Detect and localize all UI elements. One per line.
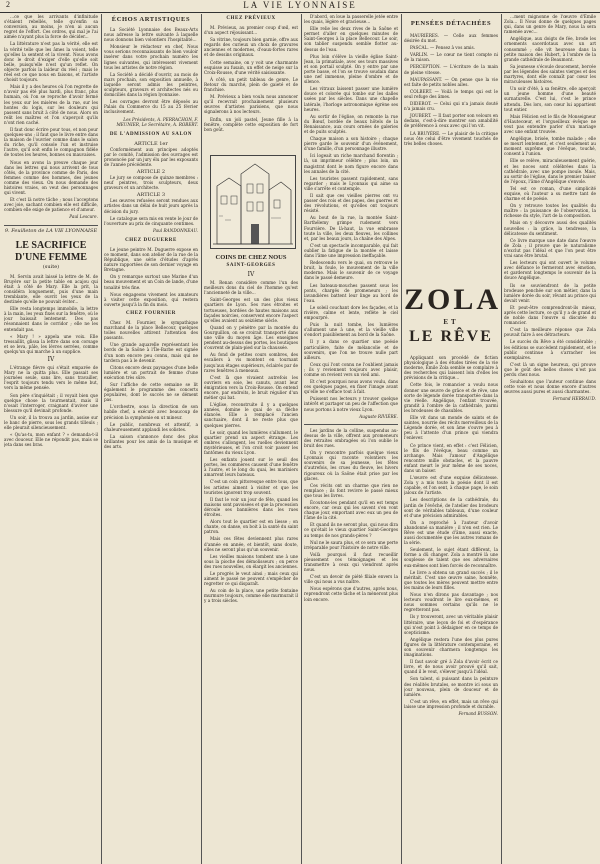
coins-title: COINS DE CHEZ NOUS — [215, 254, 287, 261]
chapter-number: IV — [47, 355, 55, 363]
salon-title: DE L'ADMISSION AU SALON — [109, 131, 193, 137]
previeux-title: CHEZ PRÉVIEUX — [226, 16, 276, 21]
col4-signature: Auguste RIVIÈRE. — [359, 413, 398, 419]
col6-body: …ment mignonne de l'œuvre d'Émile Zola... Il Nous donne de quelques pages qui, dans un genre de Mary, nous la sera ramenée avec... — [504, 14, 596, 35]
street-drawing-icon — [211, 156, 295, 248]
feuilleton-label: 9. Feuilleton de LA VIE LYONNAISE — [4, 227, 98, 234]
publication-title: LA VIE LYONNAISE — [243, 0, 357, 10]
zola-subheadline: LE RÊVE — [409, 328, 493, 345]
column-rule — [201, 14, 202, 864]
col1-signature: Paul Lescure. — [69, 214, 98, 220]
zola-body: Appliquant son procédé de fiction physiologique à des études tirées de la vie moderne, Émile Zola semble se complaire à des recherches qui laissent loin d'elles les prévisions de la critique... — [404, 355, 498, 381]
col6-signature: Fernand HERRAUD. — [552, 396, 596, 402]
coins-subtitle: SAINT-GEORGES — [226, 263, 276, 268]
echos-body: La Société Lyonnaise des Beaux-Arts nous adresse la lettre suivante à laquelle nous donnons bien volontiers l'hospitalité... — [104, 27, 198, 43]
column-rule — [501, 14, 502, 864]
echos-title: ÉCHOS ARTISTIQUES — [111, 16, 191, 23]
story-title: LE SACRIFICE D'UNE FEMME — [15, 239, 87, 263]
fournier-title: CHEZ FOURNIER — [126, 310, 176, 316]
coins-section: COINS DE CHEZ NOUS SAINT-GEORGES IV M. Renan considère comme l'un des meilleurs dons du ciel de l'homme qu'est l'ancienneté de la ville... Saint-Georges est un des plus vieux quartiers de Lyon. Ses rues étroites et tortueuses, bordées de hautes maisons aux façades noircies, conservent encore l'aspect qu'elles avaient au seizième siècle. Quand on y pénètre par la montée du Gourguillon, on se croirait transporté dans une ville du moyen âge. Les enseignes pendent au-dessus des portes, les boutiques s'ouvrent de plain-pied sur la chaussée. Au fond de petites cours sombres, des escaliers à vis montent en tournant jusqu'aux étages supérieurs, éclairés par de rares fenêtres à meneaux. C'est là que vivaient autrefois les ouvriers en soie, les canuts, avant leur émigration vers la Croix-Rousse. On entend encore, par endroits, le bruit régulier d'un métier qui bat. L'église, reconstruite il y a quelques années, domine le quai de sa flèche élancée. Elle a remplacé l'ancien sanctuaire, dont il ne reste plus que quelques pierres. Le soir, quand les lumières s'allument, le quartier prend un aspect étrange. Les ombres s'allongent, les ruelles deviennent mystérieuses, et l'on croit voir passer les fantômes du vieux Lyon. Les enfants jouent sur le seuil des portes, les commères causent d'une fenêtre à l'autre, et le long du quai, les mariniers amarrent leurs bateaux. C'est un coin pittoresque entre tous, que les artistes aiment à visiter et que les touristes ignorent trop souvent. Il faut le voir un jour de fête, quand les maisons sont pavoisées et que la procession déroule ses bannières dans les rues étroites. Alors tout le quartier est en liesse ; on chante, on danse, on boit à la santé du saint patron. Mais ces fêtes deviennent plus rares d'année en année, et bientôt, sans doute, elles ne seront plus qu'un souvenir. Les vieilles maisons tombent une à une sous la pioche des démolisseurs ; on perce des rues nouvelles, on élargit les anciennes. Le progrès le veut ainsi ; mais ceux qui aiment le passé ne peuvent s'empêcher de regretter ce qui disparaît. Au coin de la place, une petite fontaine murmure toujours, comme elle murmurait il y a trois siècles. — [204, 254, 298, 604]
column-rule — [101, 14, 102, 864]
story-body: M. Servin avait laissé la lettre de M. de Bruyère sur la petite table en acajou qui était à côté de Mary. Elle la prit, la considéra longuement, puis d'une main tremblante, elle ouvrit les yeux de la destinée qu'elle ne pouvait éviter... — [4, 273, 98, 305]
zola-headline: ZOLA — [404, 283, 502, 316]
page-header — [0, 0, 600, 13]
zola-signature: Fernand BUSSON. — [458, 711, 498, 716]
zola-article: Appliquant son procédé de fiction physiologique à des études tirées de la vie moderne, Émile Zola semble se complaire à des recherches qui laissent loin d'elles les prévisions de la critique... Cette fois, le romancier a voulu nous donner une œuvre de grâce et de rêve, une sorte de légende dorée transportée dans la vie réelle. Angélique, l'enfant trouvée, grandit à l'ombre de la cathédrale, parmi les brodeuses de chasubles. Elle vit dans un monde de saints et de saintes, nourrie des récits merveilleux de la Légende dorée, et son âme s'ouvre peu à peu à l'attente d'un prince qui viendra l'enlever. Ce prince vient, en effet : c'est Félicien, le fils de l'évêque, beau comme un archange. Mais l'amour d'Angélique rencontre mille obstacles, et la pauvre enfant meurt le jour même de ses noces, dans un baiser. L'œuvre est d'une exquise délicatesse. Zola y a mis toute la poésie dont il est capable, et l'on sent, à chaque page, le soin jaloux de l'artiste. Les descriptions de la cathédrale, du jardin de l'évêché, de l'atelier des brodeurs sont de véritables tableaux, d'une couleur et d'une précision admirables. On a reproché à l'auteur d'avoir abandonné sa manière ; il n'en est rien. Le Rêve est une étude d'âme, aussi exacte, aussi documentée que les autres romans de la série. Seulement, le sujet étant différent, la forme a dû changer. Zola a montré là une souplesse de talent que ses adversaires eux-mêmes sont bien forcés de reconnaître. Le livre a obtenu un grand succès ; il le méritait. C'est une œuvre saine, honnête, que toutes les mères peuvent mettre entre les mains de leurs filles. Nous n'en dirons pas davantage ; nos lecteurs voudront le lire eux-mêmes, et nous sommes certains qu'ils ne le regretteront pas. Ils y trouveront, avec un véritable plaisir littéraire, une leçon de foi et d'espérance qui n'est point à dédaigner en ce temps de scepticisme. Angélique restera l'une des plus pures figures de la littérature contemporaine, et son souvenir charmera longtemps les imaginations. Il faut savoir gré à Zola d'avoir écrit ce livre, et de nous avoir prouvé qu'il sait, quand il le veut, s'élever jusqu'à l'idéal. Son talent, si puissant dans la peinture des réalités brutales, se montre ici sous un jour nouveau, plein de douceur et de lumière. C'est un rêve, en effet, mais un rêve qui laisse une impression profonde et durable. Fernand BUSSON. — [404, 355, 498, 716]
column-rule — [301, 14, 302, 864]
coins-body: M. Renan considère comme l'un des meilleurs dons du ciel de l'homme qu'est l'ancienneté de la ville... — [204, 280, 298, 296]
street-illustration — [210, 155, 296, 249]
echos-signoff: Les Présidents, A. PERRACHON, F. MEUNIER, Le Secrétaire, A. ROBERT. — [116, 116, 198, 127]
column-rule — [401, 14, 402, 864]
page-number: 2 — [6, 0, 10, 9]
column-5-pensees: PENSÉES DÉTACHÉES MAURIÈRES. — Celle aux femmes désirée du mot. PASCAL. — Pensez à vos amis. VARLIN. — Le cœur ne tient compte ni de la raison. PERCEPTION. — L'écriture de la main de pleine vitesse. MAUPASSANT. — On pense que la vie est faite de petits nobles ailes. COLBERT. — Voilà le temps qui est le seul refuge des âmes. DIDEROT. — Celui qui n'a jamais douté n'a jamais cru. JOUBERT. — Il faut porter son velours en dedans, c'est-à-dire montrer son amabilité de préférence à ceux avec qui l'on vit. LA BRUYÈRE. — Le plaisir de la critique nous ôte celui d'être vivement touchés de très belles choses. — [404, 20, 498, 146]
story-subtitle: (suite) — [42, 263, 60, 270]
intro-text: …ce que les arrivants d'infinitude s'étaient rebellés, telle qu'enfin sa conversion, au moins, je n'en ai aucun regret de l'effort. Ces ordres, qui mal je l'ai aimée n'ayant plus la force de décider... — [4, 14, 98, 40]
duguerre-title: CHEZ DUGUERRE — [125, 237, 177, 243]
zola-et: ET — [443, 318, 459, 326]
pensees-title: PENSÉES DÉTACHÉES — [410, 20, 492, 27]
column-3: CHEZ PRÉVIEUX M. Prévieux, au premier coup d'œil, est d'un aspect réjouissant... Sa vitrine, toujours bien garnie, offre aux regards des curieux un choix de gravures anciennes et modernes, d'eaux-fortes rares et de dessins originaux. Cette semaine, on y voit une charmante esquisse au fusain, un effet de neige sur la Croix-Rousse, d'une vérité saisissante. À côté, un petit tableau de genre, Le Retour du marché, plein de gaieté et de franchise. M. Prévieux a bien voulu nous annoncer qu'il recevrait prochainement plusieurs œuvres d'artistes parisiens, que nous signalerons à nos lecteurs. Enfin, un joli pastel, Jeune fille à la fenêtre, complète cette exposition de fort bon goût. — [204, 16, 298, 132]
column-4: D'abord, on loue la passerelle jetée entre les quais, légère et gracieuse... Elle relie les deux rives de la Saône et permet d'aller en quelques minutes de Saint-Georges à la place Bellecour. Le soir, son tablier suspendu semble flotter au-dessus de l'eau. Plus loin s'élève la vieille église Saint-Jean, la primatiale, avec ses tours massives et son portail sculpté. On y entre par une porte basse, et l'on se trouve soudain dans une nef immense, pleine d'ombre et de silence. Les vitraux laissent passer une lumière douce et colorée qui tombe sur les dalles usées par les siècles. Dans une chapelle latérale, l'horloge astronomique égrène ses heures. Au sortir de l'église, on remonte la rue du Bœuf, bordée de beaux hôtels de la Renaissance, aux cours ornées de galeries et de puits sculptés. Chaque maison a son histoire ; chaque pierre garde le souvenir d'un événement, d'une famille, d'un personnage illustre. Ici logeait un riche marchand florentin ; là, un imprimeur célèbre ; plus loin, un magistrat dont le nom figure encore dans les annales de la cité. Les touristes passent rapidement, sans regarder ; mais le Lyonnais qui aime sa ville s'arrête et contemple. Il sait que ces vieilles pierres ont vu passer des rois et des papes, des guerres et des révolutions, et qu'elles ont toujours résisté. Au bout de la rue, la montée Saint-Barthélemy grimpe rudement vers Fourvière. De là-haut, la vue embrasse toute la ville, les deux fleuves, les collines et, par les beaux jours, la chaîne des Alpes. C'est un spectacle incomparable, qui fait oublier la fatigue de la montée et laisse dans l'âme une impression ineffaçable. Redescendu vers le quai, on retrouve le bruit, la foule, le mouvement de la ville moderne. Mais le souvenir de ce voyage dans le passé demeure. Les bateaux-mouches passent sous les ponts, chargés de promeneurs ; les lavandières battent leur linge au bord de l'eau. Le soleil couchant dore les façades, et la rivière, calme et lente, reflète le ciel empourpré. Puis la nuit tombe, les lumières s'allument une à une, et la vieille ville s'endort paisiblement au bord de la Saône. Il y a dans ce quartier une poésie particulière, faite de mélancolie et de souvenirs, que l'on ne trouve nulle part ailleurs. Ceux qui l'ont connu ne l'oublient jamais ; ils y reviennent toujours avec plaisir, comme on revient vers un vieil ami. Et c'est pourquoi nous avons voulu, dans ces quelques pages, en fixer l'image avant qu'elle ne s'efface tout à fait. Puissent nos lecteurs y trouver quelque intérêt et partager un peu de l'affection que nous portons à notre vieux Lyon. Auguste RIVIÈRE. Les jardins de la colline, suspendus au-dessus de la ville, offrent aux promeneurs des retraites ombragées où l'on oublie le bruit des rues. On y rencontre parfois quelque vieux Lyonnais qui raconte volontiers les souvenirs de sa jeunesse, les fêtes d'autrefois, les crues du fleuve, les hivers rigoureux où la Saône était prise par les glaces. Ces récits ont un charme que rien ne remplace ; ils font revivre le passé mieux que tous les livres. Écoutons-les pendant qu'il en est temps encore, car ceux qui les savent s'en vont chaque jour, emportant avec eux un peu de l'âme de la cité. Et quand ils ne seront plus, qui nous dira ce qu'était le vieux quartier Saint-Georges au temps de nos grands-pères ? Nul ne le saura plus, et ce sera une perte irréparable pour l'histoire de notre ville. Voilà pourquoi il faut recueillir pieusement ces témoignages et les transmettre à ceux qui viendront après nous. C'est un devoir de piété filiale envers la ville qui nous a vus naître. Nous espérons que d'autres, après nous, reprendront cette tâche et la mèneront plus loin encore. — [304, 14, 398, 602]
previeux-body: M. Prévieux, au premier coup d'œil, est d'un aspect réjouissant... — [204, 25, 298, 36]
column-6: …ment mignonne de l'œuvre d'Émile Zola... Il Nous donne de quelques pages qui, dans un genre de Mary, nous la sera ramenée avec... Angélique, aux doigts de fée, brode les ornements sacerdotaux avec un art consommé ; elle vit heureuse dans la petite maison des Hubert, à l'ombre de la grande cathédrale de Beaumont. Sa jeunesse s'écoule doucement, bercée par les légendes des saintes vierges et des martyres, dont elle connaît par cœur les miraculeuses histoires. Un soir d'été, à sa fenêtre, elle aperçoit un jeune homme d'une beauté surnaturelle. C'est lui, c'est le prince attendu. Dès lors, son cœur lui appartient tout entier. Mais Félicien est le fils de Monseigneur d'Hautecœur, et l'orgueilleux évêque ne veut pas entendre parler d'un mariage avec une enfant trouvée. Angélique, brisée, tombe malade ; elle se meurt lentement, et c'est seulement au moment suprême que l'évêque, touché, consent à l'union. Elle se relève, miraculeusement guérie, et les noces sont célébrées dans la cathédrale, avec une pompe inouïe. Mais, au sortir de l'église, dans le premier baiser de l'époux, l'âme d'Angélique s'envole. Tel est ce roman, d'une simplicité exquise, où l'auteur a su mettre tant de charme et de poésie. On y retrouve toutes les qualités du maître : la puissance de l'observation, la richesse du style, l'art de la composition. Mais on y découvre aussi des qualités nouvelles : la grâce, la tendresse, la délicatesse du sentiment. Ce livre marque une date dans l'œuvre de Zola ; il prouve que le naturalisme n'exclut pas l'idéal et que l'on peut être vrai sans être brutal. Les lecteurs qui ont ouvert le volume avec défiance le fermeront avec émotion, et garderont longtemps le souvenir de la douce Angélique. Ils se souviendront de la petite brodeuse penchée sur son métier, dans la lumière dorée du soir, rêvant au prince qui devait venir. Et peut-être comprendront-ils mieux, après cette lecture, ce qu'il y a de grand et de noble dans l'œuvre si discutée du romancier. C'est la meilleure réponse que Zola pouvait faire à ses détracteurs. Le succès du Rêve a été considérable ; les éditions se succèdent rapidement, et le public continue à s'arracher les exemplaires. C'est là un signe heureux, qui prouve que le goût des belles choses n'est pas perdu chez nous. Souhaitons que l'auteur continue dans cette voie et nous donne encore d'autres œuvres aussi pures et aussi charmantes. Fernand HERRAUD. — [504, 14, 596, 402]
column-1: …ce que les arrivants d'infinitude s'étaient rebellés, telle qu'enfin sa conversion, au moins, je n'en ai aucun regret de l'effort. Ces ordres, qui mal je l'ai aimée n'ayant plus la force de décider... La littérature n'est pas la vérité, elle est la vérité telle que les âmes la voient, telle qu'elles la sentent et la vivent. Nous avons donc le droit d'exiger d'elle qu'elle soit belle, puisqu'elle n'est qu'un reflet. On objecte parfois la laideur du réel ; mais le réel est ce que nous en faisons, et l'artiste choisit toujours. Mais il y a des heures où l'on regrette de n'avoir pas été plus hardi, plus franc, plus humain, où l'on se reproche d'avoir fermé les yeux sur les misères de la rue, sur les hontes du logis, sur les douleurs qui passent sans bruit à côté de nous. Alors on relit les maîtres et l'on s'aperçoit qu'ils n'ont rien caché. Il faut donc écrire pour tous, et non pour quelques-uns ; il faut que le livre entre dans la maison de l'ouvrier comme dans le salon du riche, qu'il console l'un et instruise l'autre, qu'il soit enfin le compagnon fidèle de toutes les heures, bonnes ou mauvaises. Nous en avons la preuve chaque jour dans les lettres qui nous arrivent de tous côtés, de la province comme de Paris, des femmes comme des hommes, des jeunes comme des vieux. On nous demande des histoires vraies, on veut des personnages qui vivent. Et c'est là notre tâche ; nous l'acceptons avec joie, sachant combien elle est difficile, combien elle exige de patience et d'amour. Paul Lescure. 9. Feuilleton de LA VIE LYONNAISE LE SACRIFICE D'UNE FEMME (suite) M. Servin avait laissé la lettre de M. de Bruyère sur la petite table en acajou qui était à côté de Mary. Elle la prit, la considéra longuement, puis d'une main tremblante, elle ouvrit les yeux de la destinée qu'elle ne pouvait éviter... Elle resta longtemps immobile, la lettre à la main, les yeux fixés sur la fenêtre, où le jour baissait lentement. Des pas résonnaient dans le corridor ; elle ne les entendait pas. « Mary ! » appela une voix. Elle tressaillit, glissa la lettre dans son corsage et se leva, pâle, les lèvres serrées, comme quelqu'un qui marche à un supplice. IV L'étrange fièvre qui s'était emparée de Mary ne la quitta plus. Elle passait ses journées seule, sans lire, sans travailler, l'esprit toujours tendu vers le même but, vers la même pensée. Son père s'inquiétait ; il voyait bien que quelque chose la tourmentait, mais il n'osait l'interroger, craignant d'aviver une blessure qu'il devinait profonde. Un soir, il la trouva au jardin, assise sur le banc de pierre, sous les grands tilleuls ; elle pleurait silencieusement. « Qu'as-tu, mon enfant ? » demanda-t-il avec douceur. Elle ne répondit pas, mais se jeta dans ses bras. — [4, 14, 98, 448]
column-2: ÉCHOS ARTISTIQUES La Société Lyonnaise des Beaux-Arts nous adresse la lettre suivante à laquelle nous donnons bien volontiers l'hospitalité... Monsieur le rédacteur en chef, Nous vous serions reconnaissants de bien vouloir insérer dans votre prochain numéro les lignes suivantes, qui intéressent vivement tous les artistes de notre région. La Société a décidé d'ouvrir, au mois de mars prochain, son exposition annuelle, à laquelle seront admis les peintres, sculpteurs, graveurs et architectes nés ou domiciliés dans la région lyonnaise. Les ouvrages devront être déposés au Palais du Commerce du 15 au 25 février inclusivement. Les Présidents, A. PERRACHON, F. MEUNIER, Le Secrétaire, A. ROBERT. DE L'ADMISSION AU SALON ARTICLE 1er Conformément aux principes adoptés par le comité, l'admission des ouvrages est prononcée par un jury élu par les exposants de l'année précédente. ARTICLE 2 Le jury se compose de quinze membres : neuf peintres, trois sculpteurs, deux graveurs et un architecte. ARTICLE 3 Les œuvres refusées seront rendues aux artistes dans un délai de huit jours après la décision du jury. Le catalogue sera mis en vente le jour de l'ouverture au prix de cinquante centimes. Paul RANDONNEAU. CHEZ DUGUERRE Le jeune peintre M. Duguerre expose en ce moment, dans son atelier de la rue de la République, une série d'études d'après nature rapportées de son dernier voyage en Bretagne. On y remarque surtout une Marine d'un beau mouvement et un Coin de lande, d'une tonalité très fine. Nous engageons vivement les amateurs à visiter cette exposition, qui restera ouverte jusqu'à la fin du mois. CHEZ FOURNIER Chez M. Fournier, le sympathique marchand de la place Bellecour, quelques toiles nouvelles attirent l'attention des passants. Une grande aquarelle représentant les bords de la Saône à l'Île-Barbe est signée d'un nom encore peu connu, mais qui ne tardera pas à le devenir. Citons encore deux paysages d'une belle lumière et un portrait de femme d'une exécution très sûre. Sur l'affiche de cette semaine se lit également le programme des concerts populaires, dont le succès ne se dément pas. L'orchestre, sous la direction de son habile chef, a exécuté avec beaucoup de précision la symphonie en ut mineur. Le public, nombreux et attentif, a chaleureusement applaudi les solistes. La saison s'annonce donc des plus brillantes pour les amis de la musique et des arts. — [104, 16, 198, 449]
col4-body: D'abord, on loue la passerelle jetée entre les quais, légère et gracieuse... — [304, 14, 398, 25]
salon-signature: Paul RANDONNEAU. — [152, 227, 198, 233]
